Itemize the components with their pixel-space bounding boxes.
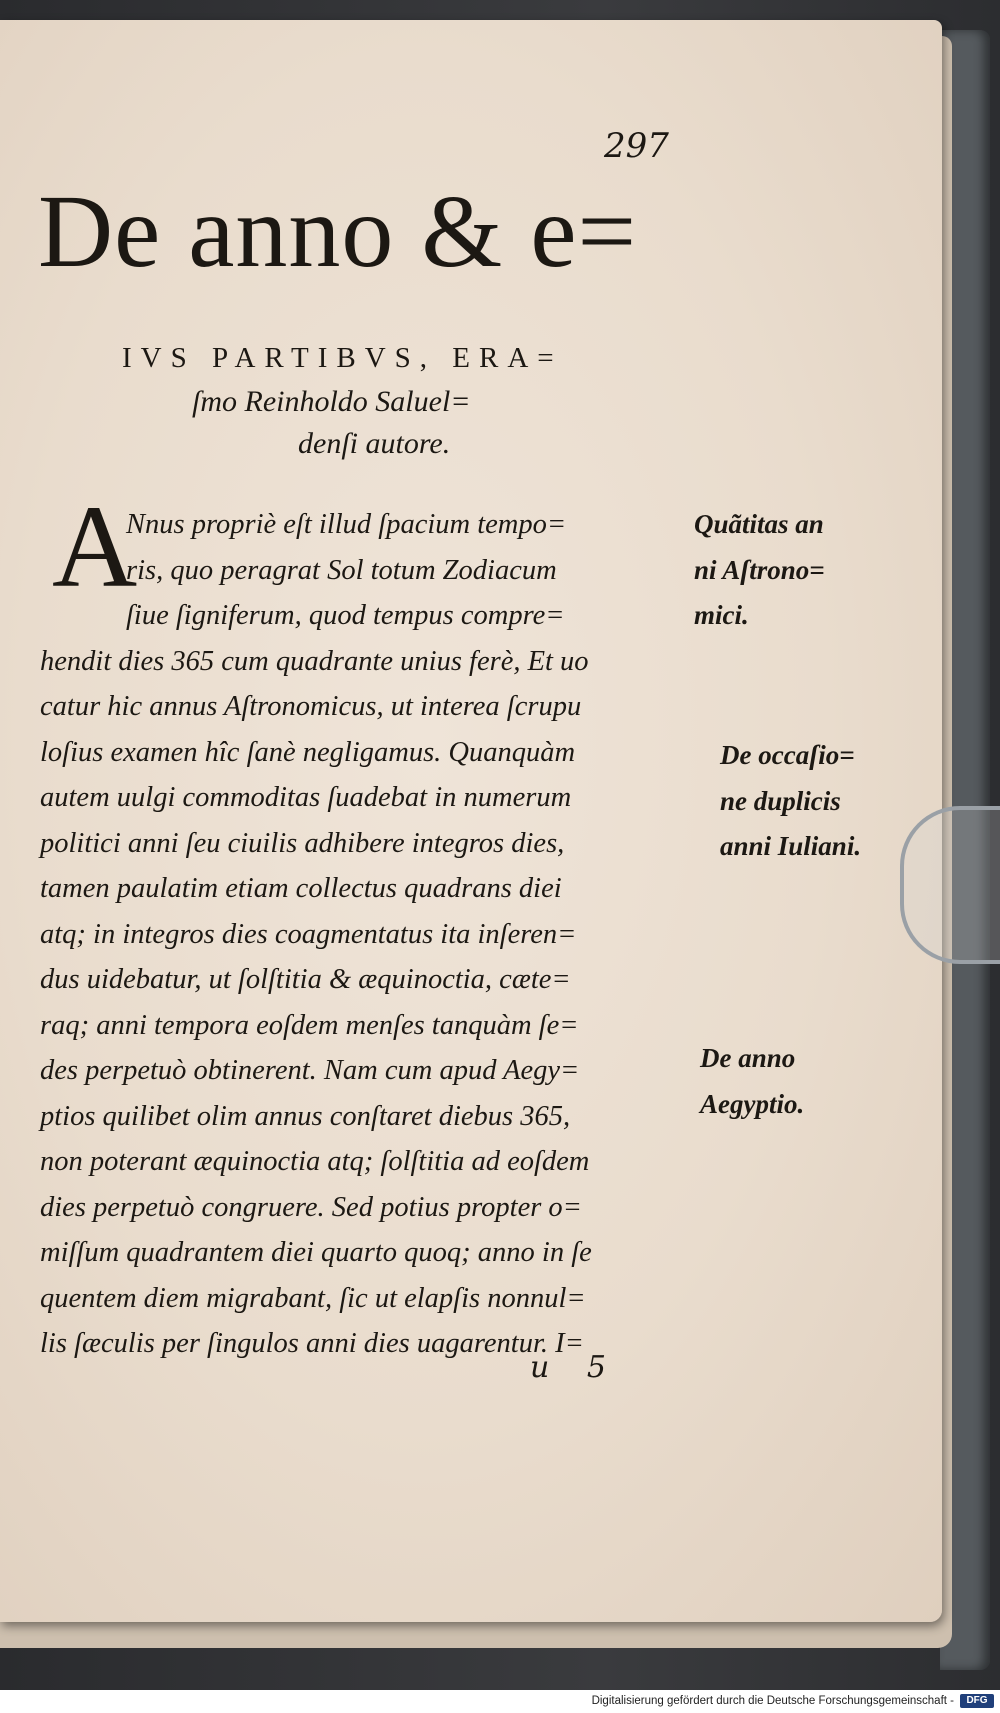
digitization-footer xyxy=(0,1690,1000,1713)
text-line: politici anni ſeu ciuilis adhibere integros dies, xyxy=(40,827,565,859)
page-number: 297 xyxy=(604,126,669,166)
text-line: ris, quo peragrat Sol totum Zodiacum xyxy=(126,554,557,586)
text-line: miſſum quadrantem diei quarto quoq; anno in ſe xyxy=(40,1237,592,1268)
margin-note-occasio xyxy=(720,733,861,870)
text-line: catur hic annus Aſtronomicus, ut interea ſcrupu xyxy=(40,691,582,722)
text-line: Nnus propriè eſt illud ſpacium tempo= xyxy=(126,509,567,540)
margin-note-line: Aegyptio. xyxy=(700,1088,805,1119)
body-text xyxy=(40,502,720,1367)
margin-note-line: De occaſio= xyxy=(720,740,855,770)
text-line: dus uidebatur, ut ſolſtitia & æquinoctia, cæte= xyxy=(40,964,571,995)
signature-mark: u 5 xyxy=(530,1350,620,1385)
text-line: hendit dies 365 cum quadrante unius ferè, Et uo xyxy=(40,645,589,677)
margin-note-line: Quãtitas an xyxy=(694,509,824,539)
subtitle-line-2: ſmo Reinholdo Saluel= xyxy=(192,385,471,418)
text-line: autem uulgi commoditas ſuadebat in numerum xyxy=(40,782,572,813)
text-line: raq; anni tempora eoſdem menſes tanquàm ſe= xyxy=(40,1009,579,1041)
subtitle-line-3: denſi autore. xyxy=(298,427,451,460)
text-line: des perpetuò obtinerent. Nam cum apud Aegy= xyxy=(40,1055,580,1086)
margin-note-line: anni Iuliani. xyxy=(720,831,862,861)
text-line: ptios quilibet olim annus conſtaret diebus 365, xyxy=(40,1100,571,1132)
text-line: atq; in integros dies coagmentatus ita inſeren= xyxy=(40,918,577,950)
margin-note-line: De anno xyxy=(700,1043,796,1073)
margin-note-line: ne duplicis xyxy=(720,785,841,816)
text-line: non poterant æquinoctia atq; ſolſtitia ad eoſdem xyxy=(40,1146,590,1177)
margin-note-line: mici. xyxy=(694,600,749,630)
dfg-logo: DFG xyxy=(960,1694,994,1708)
text-line: tamen paulatim etiam collectus quadrans diei xyxy=(40,873,562,904)
footer-credit: Digitalisierung gefördert durch die Deutsche Forschungsgemeinschaft - xyxy=(591,1695,954,1707)
margin-note-aegyptio xyxy=(700,1036,804,1127)
text-line: loſius examen hîc ſanè negligamus. Quanquàm xyxy=(40,736,576,768)
text-line: quentem diem migrabant, ſic ut elapſis nonnul= xyxy=(40,1282,586,1314)
drop-cap: A xyxy=(52,481,138,612)
margin-note-quantitas xyxy=(694,502,825,639)
book-page xyxy=(0,20,942,1622)
page-clip xyxy=(900,806,1000,964)
text-line: dies perpetuò congruere. Sed potius propter o= xyxy=(40,1191,582,1223)
page-title: De anno & e= xyxy=(38,174,638,289)
margin-note-line: ni Aſtrono= xyxy=(694,554,825,585)
text-line: ſiue ſigniferum, quod tempus compre= xyxy=(126,600,565,631)
text-line: lis ſæculis per ſingulos anni dies uagarentur. I= xyxy=(40,1328,584,1359)
subtitle-line-1: IVS PARTIBVS, ERA= xyxy=(122,342,563,374)
